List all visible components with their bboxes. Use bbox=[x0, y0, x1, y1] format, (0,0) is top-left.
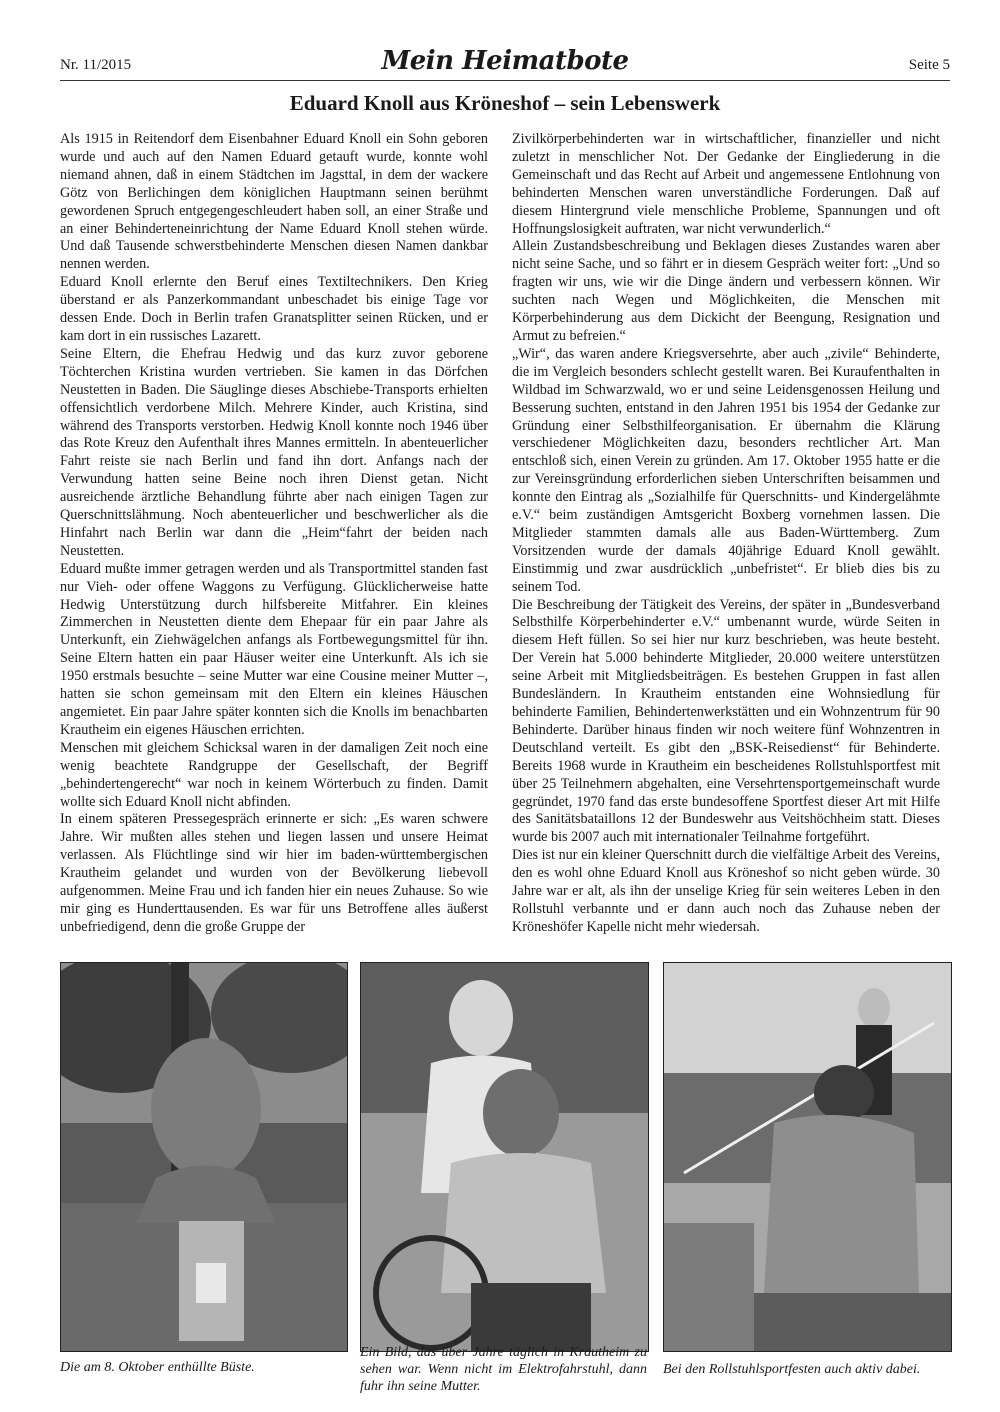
paragraph: Menschen mit gleichem Schicksal waren in der damaligen Zeit noch eine wenig beachtete Randgruppe der Gesellschaft, der Begriff „behindertengerecht“ war noch in keinem Wörterbuch zu finden. Damit wollte sich Eduard Knoll nicht abfinden. bbox=[60, 739, 488, 810]
caption-bust: Die am 8. Oktober enthüllte Büste. bbox=[60, 1360, 255, 1375]
article-column-left bbox=[60, 131, 488, 937]
paragraph: Zivilkörperbehinderten war in wirtschaftlicher, finanzieller und nicht zuletzt in menschlicher Not. Der Gedanke der Eingliederung in die Gemeinschaft und das Recht auf Arbeit und angemessene Entlohnung von behinderten Menschen waren unverständliche Forderungen. Daß auf diesem Hintergrund viele menschliche Probleme, Spannungen und oft Hoffnungslosigkeit auftraten, war nicht verwunderlich.“ bbox=[512, 131, 940, 237]
caption-couple: Ein Bild, das über Jahre täglich in Krautheim zu sehen war. Wenn nicht im Elektrofahrstuhl, dann fuhr ihn seine Mutter. bbox=[360, 1345, 647, 1394]
photo-sport bbox=[663, 962, 952, 1352]
photo-bust bbox=[60, 962, 348, 1352]
paragraph: Die Beschreibung der Tätigkeit des Vereins, der später in „Bundesverband Selbsthilfe Körperbehinderter e.V.“ umbenannt wurde, würde Seiten in diesem Heft füllen. So sei hier nur kurz beschrieben, was heute besteht. Der Verein hat 5.000 behinderte Mitglieder, 20.000 weitere unterstützen seine Arbeit mit Mitgliedsbeiträgen. Es bestehen Gruppen in fast allen Bundesländern. In Krautheim entstanden eine Wohnsiedlung für behinderte Familien, Behindertenwerkstätten und ein Wohnzentrum für 90 Behinderte. Darüber hinaus finden wir noch weitere fünf Wohnzentren in Deutschland verteilt. Es gibt den „BSK-Reisedienst“ für Behinderte. Bereits 1968 wurde in Krautheim ein bescheidenes Rollstuhlsportfest mit über 25 Teilnehmern abgehalten, eine Versehrtensportgemeinschaft wurde gegründet, 1970 fand das erste bundesoffene Sportfest dieser Art mit Hilfe des Sanitätsbataillons 12 der Bundeswehr aus Veitshöchheim statt. Dieses wurde bis 2007 auch mit internationaler Teilnahme fortgeführt. bbox=[512, 596, 940, 846]
paragraph: Allein Zustandsbeschreibung und Beklagen dieses Zustandes waren aber nicht seine Sache, und so fährt er in diesem Gespräch weiter fort: „Und so fragten wir uns, wie wir die Dinge ändern und verbessern können. Wir suchten nach Wegen und Möglichkeiten, die Menschen mit Körperbehinderung aus dem Dickicht der Beengung, Resignation und Armut zu befreien.“ bbox=[512, 238, 940, 344]
page-header bbox=[60, 48, 950, 81]
paragraph: Eduard mußte immer getragen werden und als Transportmittel standen fast nur Vieh- oder offene Waggons zu Verfügung. Glücklicherweise hatte Hedwig Unterstützung durch hilfsbereite Mitfahrer. Ein kleines Zimmerchen in Neustetten diente dem Ehepaar für ein paar Jahre als Unterkunft, ein Ziehwägelchen anfangs als Fortbewegungsmittel für ihn. Seine Eltern hatten ein paar Häuser weiter eine Unterkunft. Als ich sie 1950 erstmals besuchte – seine Mutter war eine Cousine meiner Mutter –, hatten sie schon gemeinsam mit den Eltern ein kleines Häuschen angemietet. Ein paar Jahre später konnten sich die Knolls im benachbarten Krautheim ein eigenes Häuschen errichten. bbox=[60, 560, 488, 738]
paragraph: „Wir“, das waren andere Kriegsversehrte, aber auch „zivile“ Behinderte, die im Vergleich besonders schlecht gestellt waren. Bei Kuraufenthalten in Wildbad im Schwarzwald, wo er und seine Leidensgenossen Heilung und Besserung suchten, entstand in den Jahren 1951 bis 1954 der Gedanke zur Gründung einer Selbsthilfeorganisation. Er übernahm die Klärung verschiedener Möglichkeiten dazu, besonders rechtlicher Art. Man entschloß sich, einen Verein zu gründen. Am 17. Oktober 1955 hatte er die zur Vereinsgründung erforderlichen sieben Unterschriften beisammen und konnte den Eintrag als „Sozialhilfe für Querschnitts- und Kindergelähmte e.V.“ beim zuständigen Amtsgericht Boxberg vornehmen lassen. Die Mitglieder stammten damals alle aus Baden-Württemberg. Zum Vorsitzenden wurde der damals 40jährige Eduard Knoll gewählt. Einstimmig und zwar ausdrücklich „unbefristet“. Er blieb dies bis zu seinem Tod. bbox=[512, 345, 940, 595]
photo-couple bbox=[360, 962, 649, 1352]
article-title: Eduard Knoll aus Kröneshof – sein Lebenswerk bbox=[289, 91, 721, 115]
page-number: Seite 5 bbox=[908, 57, 950, 73]
masthead-logo: Mein Heimatbote bbox=[381, 46, 629, 76]
caption-sport: Bei den Rollstuhlsportfesten auch aktiv dabei. bbox=[663, 1362, 921, 1377]
article-column-right bbox=[512, 131, 940, 937]
paragraph: Dies ist nur ein kleiner Querschnitt durch die vielfältige Arbeit des Vereins, den es wohl ohne Eduard Knoll aus Kröneshof so nicht geben würde. 30 Jahre war er alt, als ihn der unselige Krieg für sein weiteres Leben in den Rollstuhl verbannte und er dann auch noch das Zuhause neben der Kröneshöfer Kapelle nicht mehr wiedersah. bbox=[512, 847, 940, 935]
paragraph: Eduard Knoll erlernte den Beruf eines Textiltechnikers. Den Krieg überstand er als Panzerkommandant unbeschadet bis einige Tage vor dessen Ende. Doch in Berlin trafen Granatsplitter seinen Rücken, und er kam dort in ein russisches Lazarett. bbox=[60, 274, 488, 344]
issue-number: Nr. 11/2015 bbox=[60, 57, 132, 73]
paragraph: In einem späteren Pressegespräch erinnerte er sich: „Es waren schwere Jahre. Wir mußten alles stehen und liegen lassen und unsere Heimat verlassen. Als Flüchtlinge sind wir hier im baden-württembergischen Krautheim gelandet und wurden von der Bevölkerung liebevoll aufgenommen. Meine Frau und ich fanden hier ein neues Zuhause. So wie mir ging es Hunderttausenden. Es war für uns Betroffene alles äußerst unbefriedigend, denn die große Gruppe der bbox=[60, 811, 488, 935]
paragraph: Seine Eltern, die Ehefrau Hedwig und das kurz zuvor geborene Töchterchen Kristina wurden vertrieben. Sie kamen in das Dörfchen Neustetten in Baden. Die Säuglinge dieses Abschiebe-Transports erhielten offensichtlich verdorbene Milch. Mehrere Kinder, auch Kristina, sind während des Transports verstorben. Hedwig Knoll konnte noch 1946 über das Rote Kreuz den Aufenthalt ihres Mannes ermitteln. In abenteuerlicher Fahrt reiste sie nach Berlin und fand ihn dort. Anfangs nach der Verwundung hatten seine Beine noch ihren Dienst getan. Nicht ausreichende ärztliche Behandlung führte aber nach einigen Tagen zur Querschnittslähmung. Noch abenteuerlicher und beschwerlicher als die Hinfahrt nach Berlin war dann die „Heim“fahrt der beiden nach Neustetten. bbox=[60, 345, 488, 559]
paragraph: Als 1915 in Reitendorf dem Eisenbahner Eduard Knoll ein Sohn geboren wurde und auch auf den Namen Eduard getauft wurde, konnte wohl niemand ahnen, daß in einem Städtchen im Jagsttal, in dem der wackere Götz von Berlichingen dem königlichen Hauptmann seinen berühmt gewordenen Spruch entgegengeschleudert haben soll, an einer Straße und an einer Behinderteneinrichtung der Name Eduard Knoll stehen würde. Und daß Tausende schwerstbehinderte Menschen diesen Namen dankbar nennen werden. bbox=[60, 131, 488, 273]
